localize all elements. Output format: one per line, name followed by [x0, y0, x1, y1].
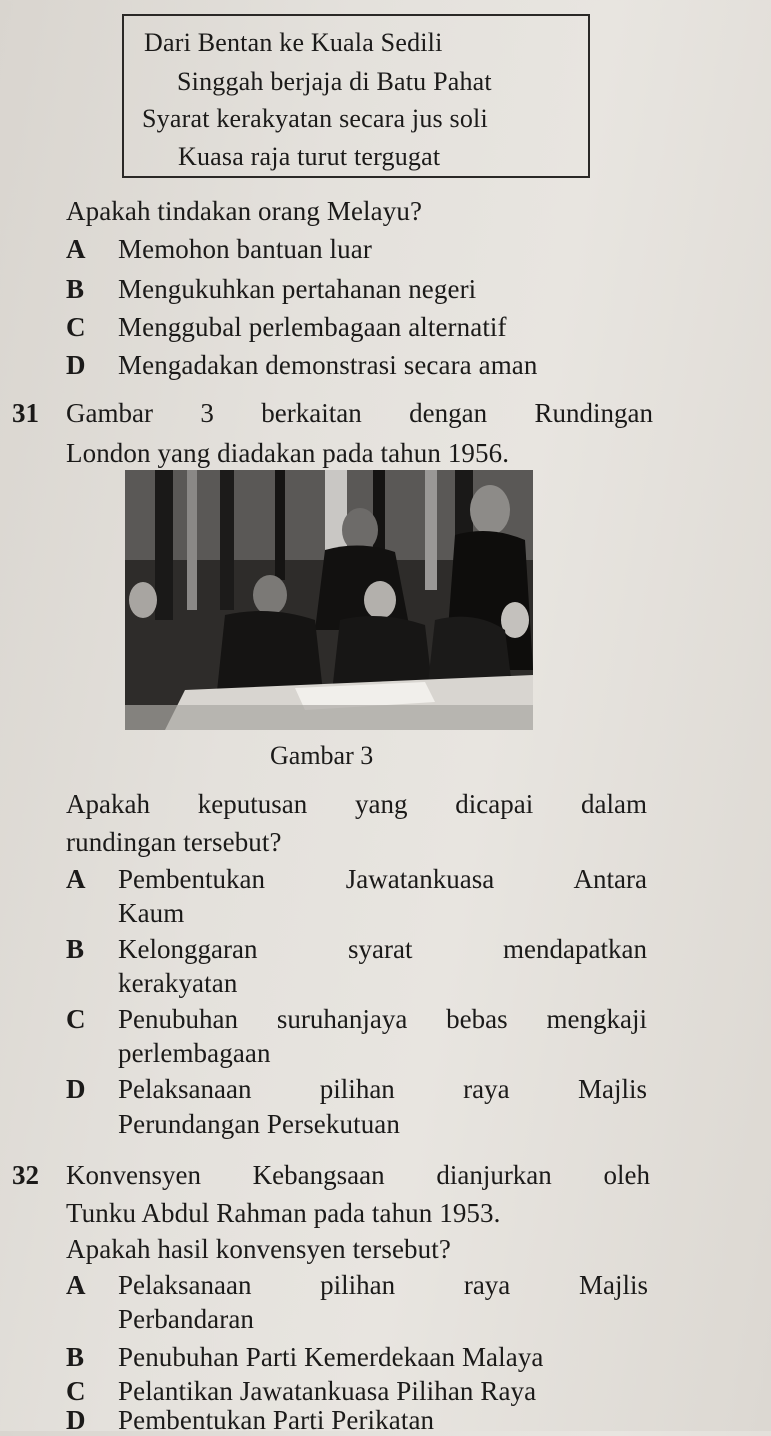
q31-option-a-letter[interactable]: A — [66, 864, 86, 894]
q31-option-c-line-1[interactable]: Penubuhan suruhanjaya bebas mengkaji — [118, 1004, 647, 1034]
figure-caption: Gambar 3 — [270, 741, 374, 770]
q30-option-b-letter[interactable]: B — [66, 274, 85, 304]
poem-line-4: Kuasa raja turut tergugat — [178, 142, 441, 171]
q31-option-b-line-2[interactable]: kerakyatan — [118, 968, 238, 998]
q32-stem-line-1: Konvensyen Kebangsaan dianjurkan oleh — [66, 1160, 650, 1190]
q32-option-a-line-1[interactable]: Pelaksanaan pilihan raya Majlis — [118, 1270, 648, 1300]
q31-option-a-line-1[interactable]: Pembentukan Jawatankuasa Antara — [118, 864, 647, 894]
q30-option-c-letter[interactable]: C — [66, 312, 86, 342]
q30-option-d-text[interactable]: Mengadakan demonstrasi secara aman — [118, 350, 538, 380]
q30-option-b-text[interactable]: Mengukuhkan pertahanan negeri — [118, 274, 477, 304]
q30-question: Apakah tindakan orang Melayu? — [66, 196, 423, 226]
poem-line-3: Syarat kerakyatan secara jus soli — [142, 104, 488, 133]
q32-option-a-line-2[interactable]: Perbandaran — [118, 1304, 255, 1334]
q32-number: 32 — [12, 1160, 39, 1190]
q30-option-c-text[interactable]: Menggubal perlembagaan alternatif — [118, 312, 507, 342]
q32-option-c-letter[interactable]: C — [66, 1376, 86, 1406]
q30-option-a-text[interactable]: Memohon bantuan luar — [118, 234, 372, 264]
q31-option-d-letter[interactable]: D — [66, 1074, 86, 1104]
q32-option-d-letter[interactable]: D — [66, 1405, 86, 1435]
q32-option-a-letter[interactable]: A — [66, 1270, 86, 1300]
q32-stem-line-2: Tunku Abdul Rahman pada tahun 1953. — [66, 1198, 501, 1228]
q32-option-c-text[interactable]: Pelantikan Jawatankuasa Pilihan Raya — [118, 1376, 537, 1406]
q31-option-c-line-2[interactable]: perlembagaan — [118, 1038, 271, 1068]
q31-question-line-2: rundingan tersebut? — [66, 827, 282, 857]
q31-number: 31 — [12, 398, 39, 428]
q31-stem-line-1: Gambar 3 berkaitan dengan Rundingan — [66, 398, 653, 428]
q31-question-line-1: Apakah keputusan yang dicapai dalam — [66, 789, 647, 819]
q31-option-d-line-1[interactable]: Pelaksanaan pilihan raya Majlis — [118, 1074, 647, 1104]
poem-box — [122, 14, 590, 178]
gambar-3-photo — [125, 470, 533, 730]
q31-option-c-letter[interactable]: C — [66, 1004, 86, 1034]
q32-option-b-text[interactable]: Penubuhan Parti Kemerdekaan Malaya — [118, 1342, 544, 1372]
q31-option-a-line-2[interactable]: Kaum — [118, 898, 185, 928]
q30-option-a-letter[interactable]: A — [66, 234, 86, 264]
q32-question: Apakah hasil konvensyen tersebut? — [66, 1234, 451, 1264]
q32-option-d-text[interactable]: Pembentukan Parti Perikatan — [118, 1405, 435, 1435]
q30-option-d-letter[interactable]: D — [66, 350, 86, 380]
poem-line-2: Singgah berjaja di Batu Pahat — [177, 67, 492, 96]
q31-option-b-letter[interactable]: B — [66, 934, 85, 964]
q32-option-b-letter[interactable]: B — [66, 1342, 85, 1372]
q31-stem-line-2: London yang diadakan pada tahun 1956. — [66, 438, 510, 468]
poem-line-1: Dari Bentan ke Kuala Sedili — [144, 28, 443, 57]
q31-option-b-line-1[interactable]: Kelonggaran syarat mendapatkan — [118, 934, 647, 964]
q31-option-d-line-2[interactable]: Perundangan Persekutuan — [118, 1109, 400, 1139]
